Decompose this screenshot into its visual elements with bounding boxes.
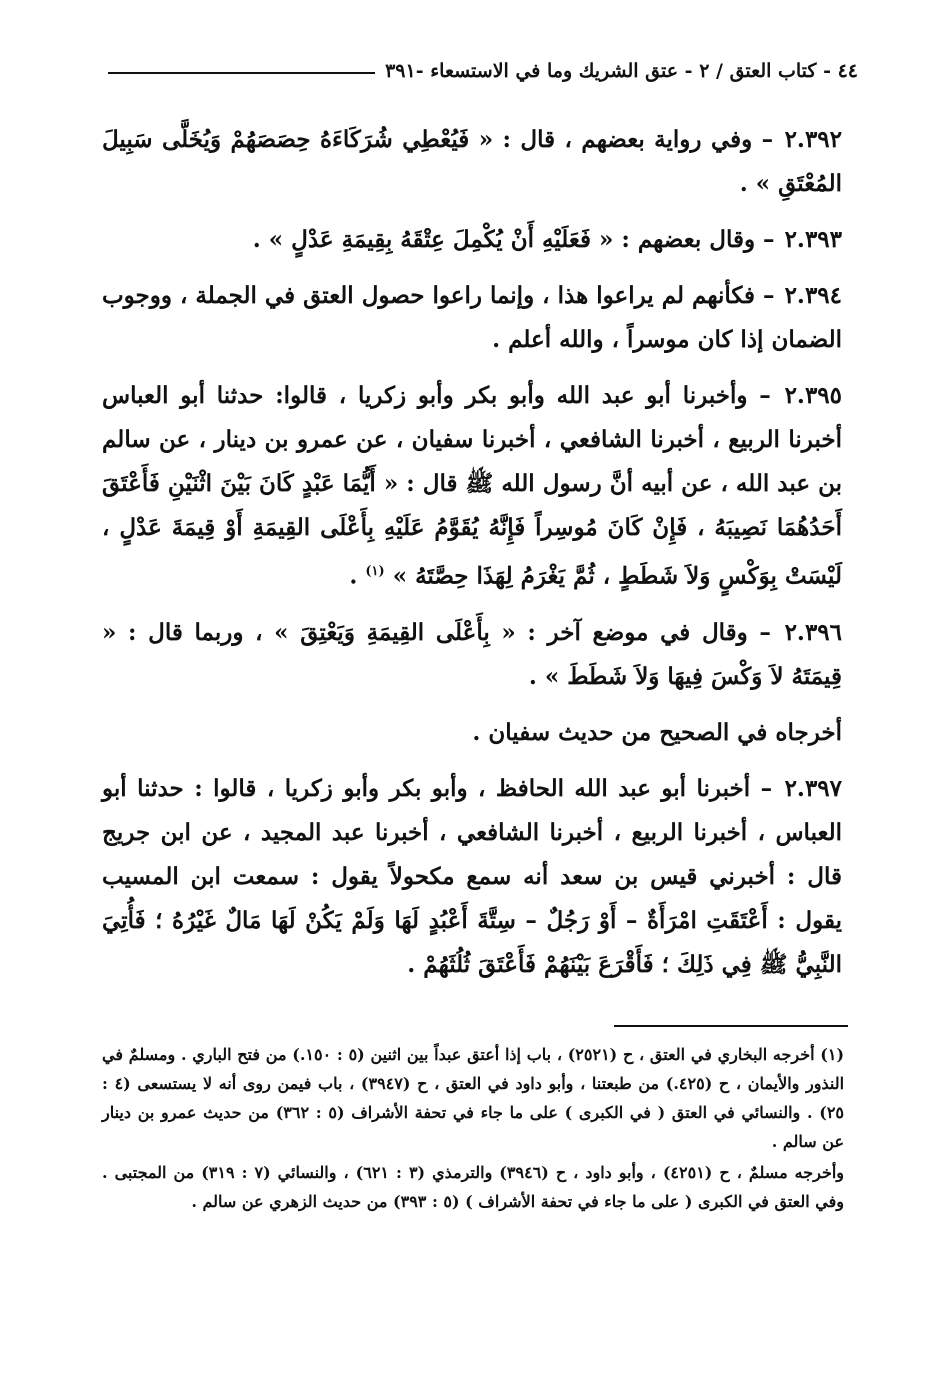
paragraph-2393 (102, 218, 842, 262)
paragraph-2392 (102, 118, 842, 206)
paragraph-tail: . (349, 562, 358, 590)
paragraph-text: – وفي رواية بعضهم ، قال : « فَيُعْطِي شُرَكَاءَهُ حِصَصَهُمْ وَيُخَلَّى سَبِيلَ المُعْتَقِ » . (102, 126, 842, 197)
footnote-1: (١) أخرجه البخاري في العتق ، ح (٢٥٢١) ، باب إذا أعتق عبداً بين اثنين (٥ : ١٥٠.) من فتح الباري . ومسلمٌ في النذور والأيمان ، ح (٤٢٥.) من طبعتنا ، وأبو داود في العتق ، ح (٣٩٤٧) ، باب فيمن روى أنه لا يستسعى (٤ : ٢٥) . والنسائي في العتق ( في الكبرى ) على ما جاء في تحفة الأشراف (٥ : ٣٦٢) من حديث عمرو بن دينار عن سالم . (102, 1045, 845, 1151)
paragraph-text: أخرجاه في الصحيح من حديث سفيان . (472, 718, 842, 746)
paragraph-number: ٢.٣٩٤ (784, 282, 842, 309)
paragraph-number: ٢.٣٩٦ (784, 618, 842, 646)
paragraph-number: ٢.٣٩٣ (784, 226, 842, 253)
paragraph-2396 (102, 611, 842, 699)
paragraph-text: – وأخبرنا أبو عبد الله وأبو بكر وأبو زكريا ، قالوا: حدثنا أبو العباس أخبرنا الربيع ، أخبرنا الشافعي ، أخبرنا سفيان ، عن عمرو بن دينار ، عن سالم بن عبد الله ، عن أبيه أنَّ رسول الله ﷺ قال : « أَيُّمَا عَبْدٍ كَانَ بَيْنَ اثْنَيْنِ فَأَعْتَقَ أَحَدُهُمَا نَصِيبَهُ ، فَإِنْ كَانَ مُوسِراً فَإِنَّهُ يُقَوَّمُ عَلَيْهِ بِأَعْلَى القِيمَةِ أَوْ قِيمَةَ عَدْلٍ ، لَيْسَتْ بِوَكْسٍ وَلاَ شَطَطٍ ، ثُمَّ يَغْرَمُ لِهَذَا حِصَّتَهُ » (102, 382, 842, 590)
paragraph-text: – وقال في موضع آخر : « بِأَعْلَى القِيمَةِ وَيَعْتِقَ » ، وربما قال : « قِيمَتَهُ لاَ وَكْسَ فِيهَا وَلاَ شَطَطَ » . (102, 618, 842, 690)
paragraph-text: – فكأنهم لم يراعوا هذا ، وإنما راعوا حصول العتق في الجملة ، ووجوب الضمان إذا كان موسراً ، والله أعلم . (102, 282, 842, 353)
header-rule (108, 72, 375, 74)
main-text (102, 118, 842, 999)
running-header (108, 60, 858, 82)
paragraph-number: ٢.٣٩٢ (784, 126, 842, 153)
paragraph-2394 (102, 274, 842, 362)
paragraph-takhrij (102, 711, 842, 755)
paragraph-2395 (102, 374, 842, 599)
footnote-separator (614, 1025, 848, 1027)
paragraph-text: – وقال بعضهم : « فَعَلَيْهِ أَنْ يُكْمِلَ عِتْقَهُ بِقِيمَةِ عَدْلٍ » . (252, 226, 775, 253)
footnotes (102, 1040, 844, 1218)
running-head-text: ٤٤ - كتاب العتق / ٢ - عتق الشريك وما في الاستسعاء -٣٩١ (385, 60, 858, 82)
footnote-1-continued: وأخرجه مسلمٌ ، ح (٤٢٥١) ، وأبو داود ، ح (٣٩٤٦) والترمذي (٣ : ٦٢١) ، والنسائي (٧ : ٣١٩) من المجتبى . وفي العتق في الكبرى ( على ما جاء في تحفة الأشراف ) (٥ : ٣٩٣) من حديث الزهري عن سالم . (102, 1163, 845, 1211)
paragraph-number: ٢.٣٩٥ (784, 382, 842, 409)
footnote-reference[interactable]: (١) (365, 564, 385, 579)
paragraph-text: – أخبرنا أبو عبد الله الحافظ ، وأبو بكر وأبو زكريا ، قالوا : حدثنا أبو العباس ، أخبرنا الربيع ، أخبرنا الشافعي ، أخبرنا عبد المجيد ، عن ابن جريج قال : أخبرني قيس بن سعد أنه سمع مكحولاً يقول : سمعت ابن المسيب يقول : أَعْتَقَتِ امْرَأَةٌ – أَوْ رَجُلٌ – سِتَّةَ أَعْبُدٍ لَهَا وَلَمْ يَكُنْ لَهَا مَالٌ غَيْرُهُ ؛ فَأُتِيَ النَّبِيُّ ﷺ فِي ذَلِكَ ؛ فَأَقْرَعَ بَيْنَهُمْ فَأَعْتَقَ ثُلُثَهُمْ . (102, 774, 842, 978)
paragraph-2397 (102, 767, 842, 987)
paragraph-number: ٢.٣٩٧ (784, 774, 842, 802)
